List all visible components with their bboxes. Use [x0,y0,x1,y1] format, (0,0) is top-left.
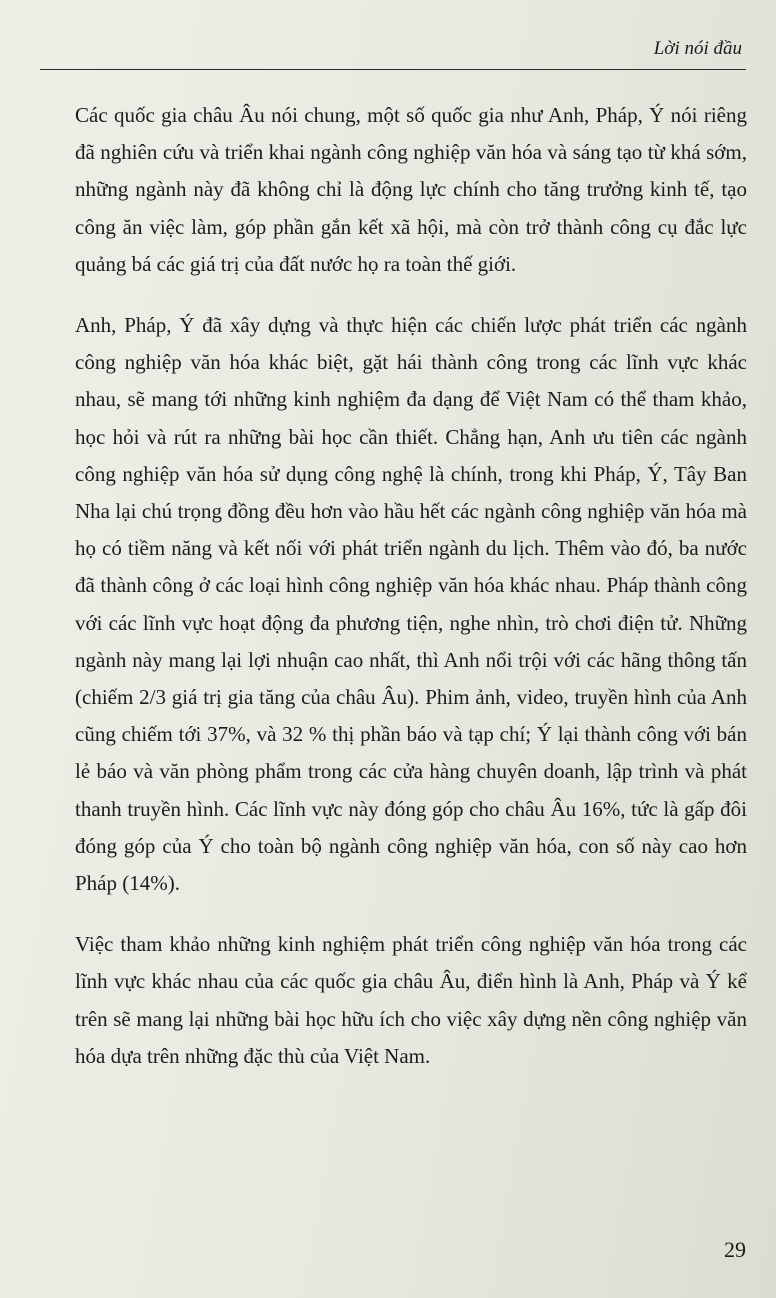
paragraph-2: Anh, Pháp, Ý đã xây dựng và thực hiện các chiến lược phát triển các ngành công nghiệp văn hóa khác biệt, gặt hái thành công trong các lĩnh vực khác nhau, sẽ mang tới những kinh nghiệm đa dạng để Việt Nam có thể tham khảo, học hỏi và rút ra những bài học cần thiết. Chẳng hạn, Anh ưu tiên các ngành công nghiệp văn hóa sử dụng công nghệ là chính, trong khi Pháp, Ý, Tây Ban Nha lại chú trọng đồng đều hơn vào hầu hết các ngành công nghiệp văn hóa mà họ có tiềm năng và kết nối với phát triển ngành du lịch. Thêm vào đó, ba nước đã thành công ở các loại hình công nghiệp văn hóa khác nhau. Pháp thành công với các lĩnh vực hoạt động đa phương tiện, nghe nhìn, trò chơi điện tử. Những ngành này mang lại lợi nhuận cao nhất, thì Anh nổi trội với các hãng thông tấn (chiếm 2/3 giá trị gia tăng của châu Âu). Phim ảnh, video, truyền hình của Anh cũng chiếm tới 37%, và 32 % thị phần báo và tạp chí; Ý lại thành công với bán lẻ báo và văn phòng phẩm trong các cửa hàng chuyên doanh, lập trình và phát thanh truyền hình. Các lĩnh vực này đóng góp cho châu Âu 16%, tức là gấp đôi đóng góp của Ý cho toàn bộ ngành công nghiệp văn hóa, con số này cao hơn Pháp (14%). [75,313,747,896]
body-text [75,97,747,1099]
paragraph-1: Các quốc gia châu Âu nói chung, một số quốc gia như Anh, Pháp, Ý nói riêng đã nghiên cứu và triển khai ngành công nghiệp văn hóa và sáng tạo từ khá sớm, những ngành này đã không chỉ là động lực chính cho tăng trưởng kinh tế, tạo công ăn việc làm, góp phần gắn kết xã hội, mà còn trở thành công cụ đắc lực quảng bá các giá trị của đất nước họ ra toàn thế giới. [75,103,747,276]
running-head-title: Lời nói đầu [653,38,742,59]
page-number: 29 [724,1237,746,1262]
paragraph-3: Việc tham khảo những kinh nghiệm phát triển công nghiệp văn hóa trong các lĩnh vực khác nhau của các quốc gia châu Âu, điển hình là Anh, Pháp và Ý kể trên sẽ mang lại những bài học hữu ích cho việc xây dựng nền công nghiệp văn hóa dựa trên những đặc thù của Việt Nam. [75,932,747,1068]
header-rule [40,69,746,70]
